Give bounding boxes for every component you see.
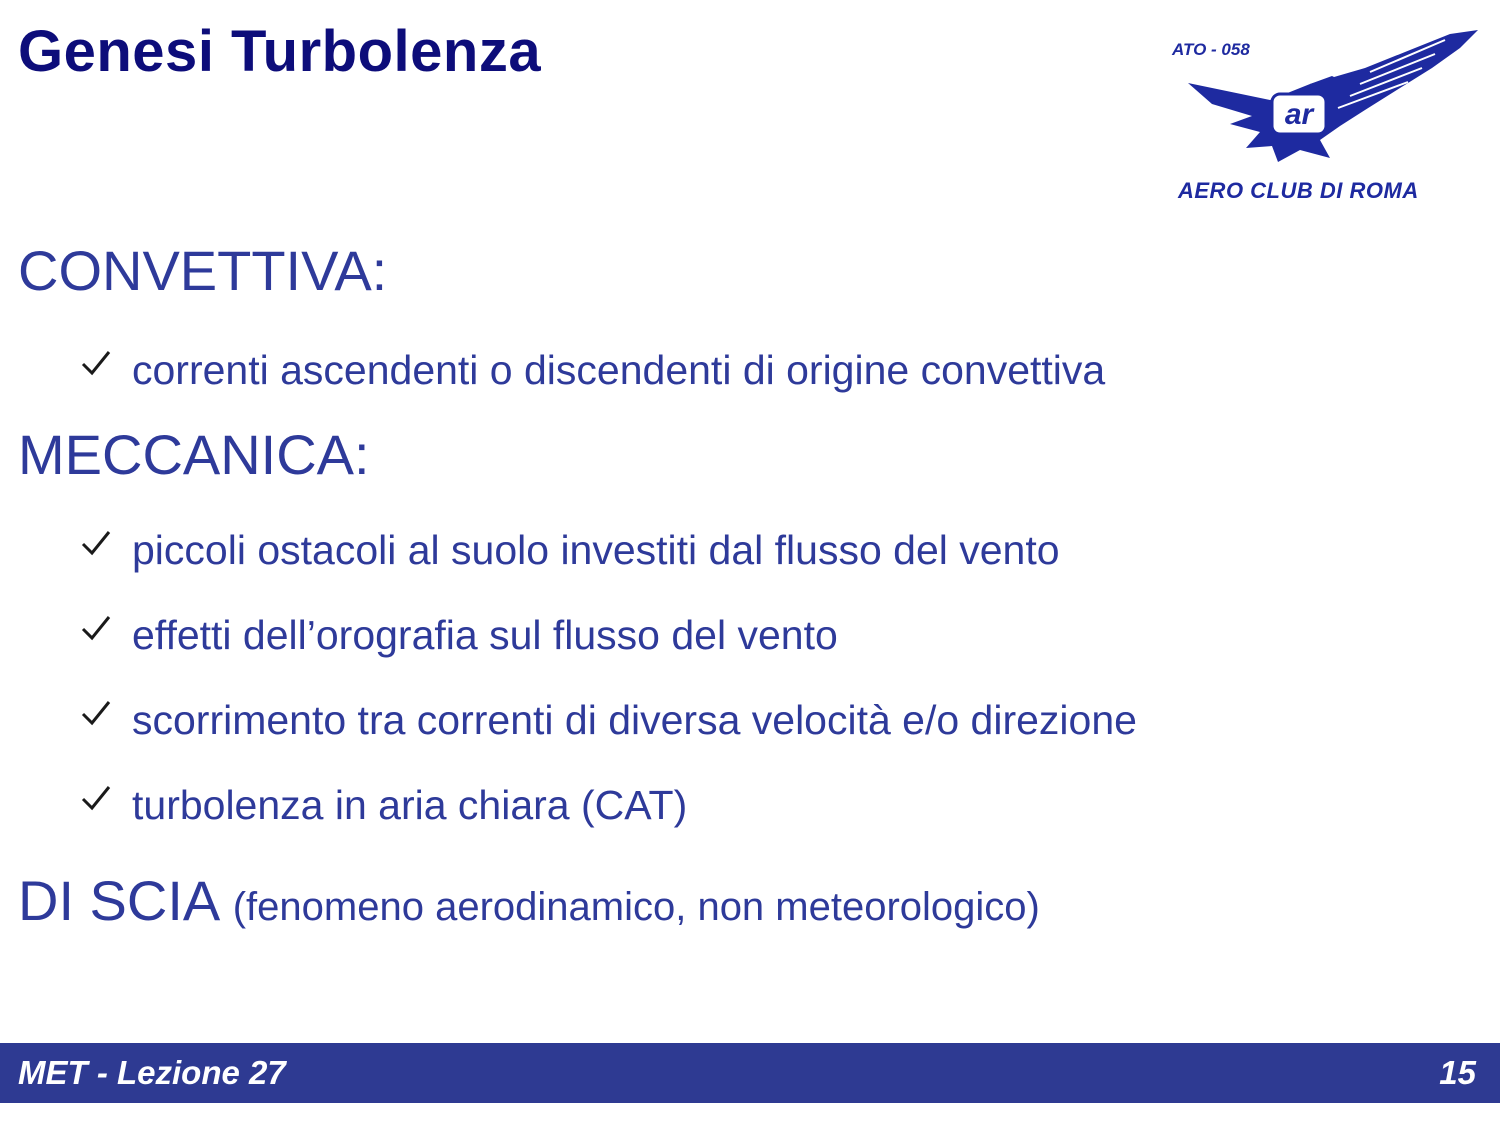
checkmark-icon [80, 349, 112, 377]
section-heading-text: DI SCIA [18, 869, 218, 932]
checkmark-icon [80, 784, 112, 812]
list-item [18, 695, 1478, 745]
section-di-scia [18, 868, 1478, 934]
bullet-list [18, 345, 1478, 395]
section-meccanica [18, 422, 1478, 830]
checkmark-icon [80, 529, 112, 557]
aero-club-logo [1160, 28, 1485, 208]
list-item-text: correnti ascendenti o discendenti di origine convettiva [132, 347, 1106, 393]
checkmark-icon [80, 699, 112, 727]
checkmark-icon [80, 614, 112, 642]
section-convettiva [18, 238, 1478, 395]
footer-course-label: MET - Lezione 27 [18, 1054, 286, 1091]
slide-content [18, 238, 1478, 934]
slide-title: Genesi Turbolenza [18, 19, 542, 84]
list-item-text: scorrimento tra correnti di diversa velocità e/o direzione [132, 697, 1137, 743]
list-item [18, 780, 1478, 830]
logo-code: ATO - 058 [1172, 40, 1250, 59]
list-item [18, 610, 1478, 660]
section-heading [18, 868, 1478, 934]
list-item [18, 525, 1478, 575]
list-item-text: effetti dell’orografia sul flusso del vento [132, 612, 838, 658]
footer-bar [0, 1043, 1500, 1103]
list-item-text: turbolenza in aria chiara (CAT) [132, 782, 688, 828]
section-heading: MECCANICA: [18, 423, 370, 486]
logo-monogram: ar [1284, 98, 1314, 131]
list-item [18, 345, 1478, 395]
section-heading: CONVETTIVA: [18, 239, 388, 302]
page-number: 15 [1439, 1054, 1476, 1091]
section-subheading: (fenomeno aerodinamico, non meteorologico) [232, 885, 1040, 929]
list-item-text: piccoli ostacoli al suolo investiti dal flusso del vento [132, 527, 1060, 573]
logo-name: AERO CLUB DI ROMA [1178, 178, 1419, 203]
bullet-list [18, 525, 1478, 830]
